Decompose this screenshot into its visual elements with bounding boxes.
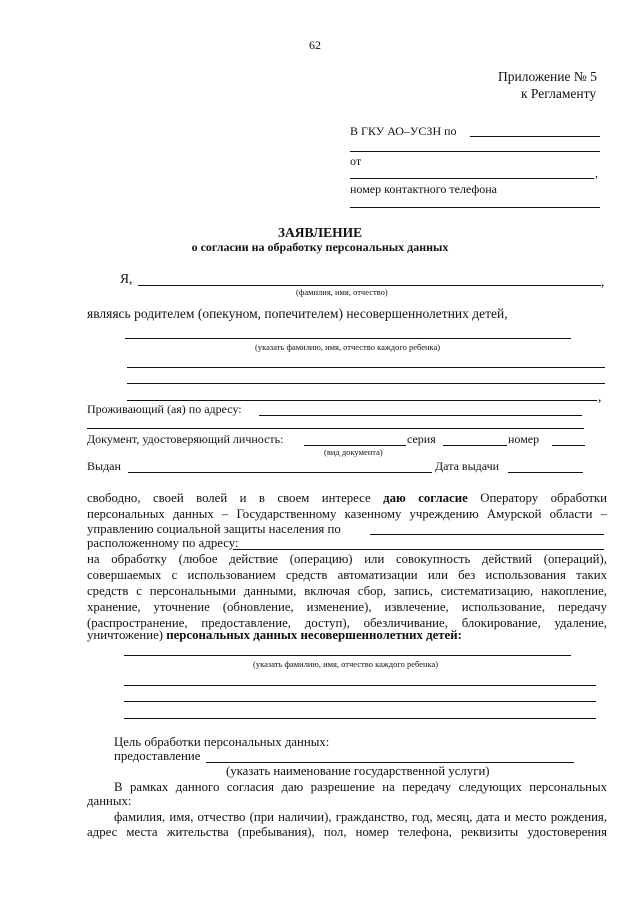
issue-date-field[interactable] [508, 472, 583, 473]
consent-body-line-1: на обработку (любое действие (операцию) или совокупность действий (операций), [87, 552, 607, 566]
consent-line-4: расположенному по адресу: [87, 536, 239, 550]
consent-last-line [87, 627, 462, 643]
consent-line-2: персональных данных – Государственному казенному учреждению Амурской области – [87, 507, 607, 521]
consent-body-line-4: хранение, уточнение (обновление, изменение), извлечение, использование, передачу [87, 600, 607, 614]
name-hint: (фамилия, имя, отчество) [296, 287, 388, 297]
document-label: Документ, удостоверяющий личность: [87, 432, 284, 446]
children-hint-2: (указать фамилию, имя, отчество каждого ребенка) [253, 659, 439, 669]
issue-date-label: Дата выдачи [435, 459, 500, 473]
children-hint: (указать фамилию, имя, отчество каждого ребенка) [255, 342, 441, 352]
consent-body-line-2: совершаемых с использованием средств автоматизации или без использования таких [87, 568, 607, 582]
addressee-from-field[interactable] [350, 178, 594, 179]
service-hint: (указать наименование государственной услуги) [226, 764, 490, 778]
residence-field-line2[interactable] [87, 428, 584, 429]
consent-last-prefix: уничтожение) [87, 628, 167, 642]
addressee-to-label: В ГКУ АО–УСЗН по [350, 124, 457, 138]
service-name-field[interactable] [206, 762, 574, 763]
children-end-comma: , [598, 389, 602, 404]
children-field-3[interactable] [127, 383, 605, 384]
document-title: ЗАЯВЛЕНИЕ [277, 225, 363, 240]
issued-label: Выдан [87, 459, 121, 473]
transfer-line-2: данных: [87, 794, 132, 808]
addressee-to-field[interactable] [470, 136, 600, 137]
page-number: 62 [309, 38, 321, 52]
phone-label: номер контактного телефона [350, 182, 497, 196]
appendix-subtitle: к Регламенту [521, 86, 597, 101]
parent-statement: являясь родителем (опекуном, попечителем) несовершеннолетних детей, [87, 306, 508, 321]
consent-body-line-3: средств с персональными данными, включая сбор, запись, систематизацию, накопление, [87, 584, 607, 598]
children-data-field-2[interactable] [124, 685, 596, 686]
children-data-field-3[interactable] [124, 701, 596, 702]
series-field[interactable] [443, 445, 507, 446]
addressee-from-comma: , [595, 166, 598, 180]
transfer-line-1: В рамках данного согласия даю разрешение на передачу следующих персональных [114, 780, 607, 794]
appendix-title: Приложение № 5 [498, 69, 597, 84]
phone-field[interactable] [350, 207, 600, 208]
residence-label: Проживающий (ая) по адресу: [87, 402, 242, 416]
purpose-label: Цель обработки персональных данных: [114, 735, 330, 749]
document-hint: (вид документа) [324, 447, 383, 457]
transfer-line-3: фамилия, имя, отчество (при наличии), гражданство, год, месяц, дата и место рождения, [114, 810, 607, 824]
consent-children-data: персональных данных несовершеннолетних детей: [166, 628, 462, 642]
children-data-field-4[interactable] [124, 718, 596, 719]
children-field-2[interactable] [127, 367, 605, 368]
children-field-1[interactable] [125, 338, 571, 339]
consent-give-consent: даю согласие [383, 491, 468, 505]
consent-line-3: управлению социальной защиты населения по [87, 522, 341, 536]
document-type-field[interactable] [304, 445, 406, 446]
applicant-name-field[interactable] [138, 285, 601, 286]
i-label: Я, [120, 271, 133, 286]
residence-field[interactable] [259, 415, 582, 416]
issued-by-field[interactable] [128, 472, 432, 473]
document-subtitle: о согласии на обработку персональных данных [191, 240, 449, 254]
consent-body-line-5: (распространение, предоставление, доступ), обезличивание, блокирование, удаление, [87, 616, 607, 630]
transfer-line-4: адрес места жительства (пребывания), пол, номер телефона, реквизиты удостоверения [87, 825, 607, 839]
consent-line-1 [87, 490, 607, 506]
consent-line-1a: свободно, своей волей и в своем интересе [87, 491, 384, 505]
children-data-field-1[interactable] [124, 655, 571, 656]
social-protection-field[interactable] [370, 534, 604, 535]
applicant-name-comma: , [601, 274, 605, 289]
addressee-to-field-line2[interactable] [350, 151, 600, 152]
children-field-4[interactable] [127, 400, 597, 401]
number-label: номер [508, 432, 540, 446]
provision-label: предоставление [114, 749, 201, 763]
operator-address-field[interactable] [233, 549, 604, 550]
series-label: серия [407, 432, 436, 446]
consent-line-1b: Оператору обработки [467, 491, 607, 505]
number-field[interactable] [552, 445, 585, 446]
addressee-from-label: от [350, 154, 362, 168]
